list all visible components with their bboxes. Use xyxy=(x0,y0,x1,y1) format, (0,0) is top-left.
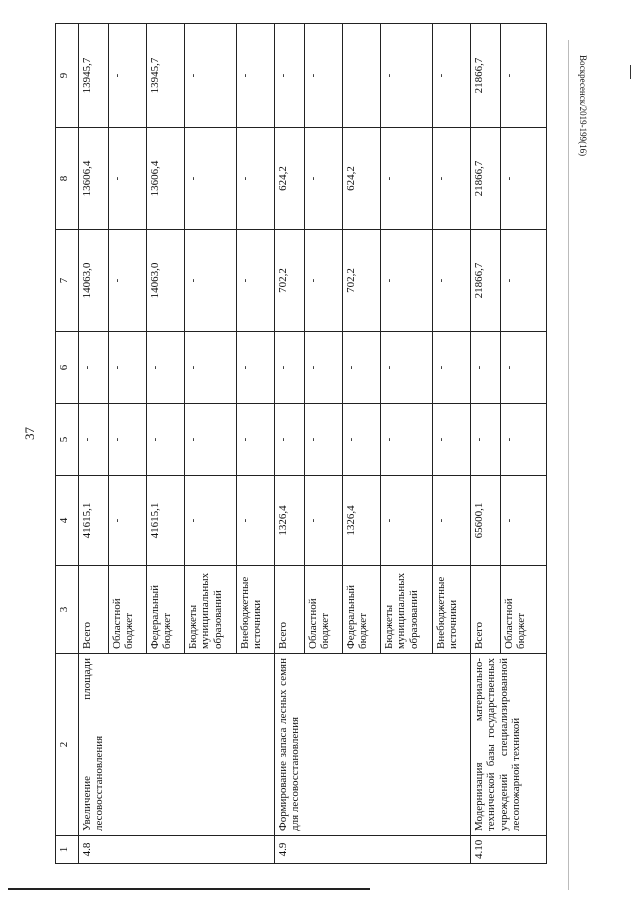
amount-cell: - xyxy=(109,24,147,128)
amount-cell: - xyxy=(147,332,185,404)
amount-cell: - xyxy=(501,24,547,128)
funding-source: Внебюджетные источники xyxy=(237,566,275,654)
header-row xyxy=(56,24,79,864)
amount-cell: 624,2 xyxy=(275,128,305,230)
amount-cell: 624,2 xyxy=(343,128,381,230)
funding-source: Всего xyxy=(471,566,501,654)
amount-cell: - xyxy=(185,24,237,128)
amount-cell: - xyxy=(185,404,237,476)
header-cell: 8 xyxy=(56,128,79,230)
amount-cell: 14063,0 xyxy=(147,230,185,332)
measure-name: Формирование запаса лесных семян для лесовосстановления xyxy=(275,654,471,836)
funding-source: Всего xyxy=(79,566,109,654)
right-margin-line xyxy=(568,40,569,890)
measure-name: Увеличение площади лесовосстановления xyxy=(79,654,275,836)
amount-cell: - xyxy=(381,332,433,404)
amount-cell: 13945,7 xyxy=(79,24,109,128)
amount-cell: - xyxy=(305,24,343,128)
amount-cell: - xyxy=(109,476,147,566)
budget-table-wrapper xyxy=(55,24,555,864)
amount-cell: 1326,4 xyxy=(275,476,305,566)
amount-cell: - xyxy=(237,404,275,476)
funding-source: Областной бюджет xyxy=(109,566,147,654)
amount-cell: 702,2 xyxy=(275,230,305,332)
header-cell: 7 xyxy=(56,230,79,332)
amount-cell: - xyxy=(381,476,433,566)
table-row xyxy=(275,24,305,864)
amount-cell: - xyxy=(433,404,471,476)
amount-cell: - xyxy=(381,24,433,128)
amount-cell: - xyxy=(471,404,501,476)
amount-cell: - xyxy=(275,24,305,128)
document-code: Воскресенск/2019-199(16) xyxy=(578,55,588,157)
funding-source: Федеральный бюджет xyxy=(343,566,381,654)
amount-cell: - xyxy=(237,128,275,230)
amount-cell: - xyxy=(185,332,237,404)
amount-cell: 13606,4 xyxy=(147,128,185,230)
amount-cell: - xyxy=(381,128,433,230)
amount-cell: - xyxy=(185,476,237,566)
amount-cell: - xyxy=(305,476,343,566)
amount-cell: 21866,7 xyxy=(471,24,501,128)
funding-source: Областной бюджет xyxy=(305,566,343,654)
funding-source: Федеральный бюджет xyxy=(147,566,185,654)
page-number: 37 xyxy=(22,427,37,440)
header-cell: 2 xyxy=(56,654,79,836)
amount-cell: - xyxy=(305,128,343,230)
amount-cell: - xyxy=(79,404,109,476)
amount-cell: - xyxy=(501,128,547,230)
table-body xyxy=(79,24,547,864)
amount-cell: - xyxy=(501,332,547,404)
amount-cell: - xyxy=(237,24,275,128)
amount-cell: - xyxy=(275,332,305,404)
amount-cell: - xyxy=(147,404,185,476)
header-cell: 1 xyxy=(56,836,79,864)
measure-code: 4.8 xyxy=(79,836,275,864)
amount-cell: 1326,4 xyxy=(343,476,381,566)
amount-cell: 41615,1 xyxy=(147,476,185,566)
amount-cell: - xyxy=(185,230,237,332)
amount-cell: - xyxy=(237,332,275,404)
margin-mark xyxy=(630,65,631,79)
amount-cell: - xyxy=(109,404,147,476)
header-cell: 5 xyxy=(56,404,79,476)
bottom-rule xyxy=(8,888,370,890)
funding-source: Всего xyxy=(275,566,305,654)
budget-table xyxy=(55,23,547,864)
amount-cell: - xyxy=(185,128,237,230)
amount-cell: - xyxy=(501,476,547,566)
header-cell: 6 xyxy=(56,332,79,404)
funding-source: Внебюджетные источники xyxy=(433,566,471,654)
amount-cell: 21866,7 xyxy=(471,230,501,332)
amount-cell: - xyxy=(433,128,471,230)
header-cell: 4 xyxy=(56,476,79,566)
amount-cell: 14063,0 xyxy=(79,230,109,332)
header-cell: 9 xyxy=(56,24,79,128)
amount-cell: - xyxy=(109,128,147,230)
amount-cell xyxy=(343,24,381,128)
amount-cell: - xyxy=(79,332,109,404)
amount-cell: 41615,1 xyxy=(79,476,109,566)
amount-cell: 21866,7 xyxy=(471,128,501,230)
amount-cell: - xyxy=(237,476,275,566)
header-cell: 3 xyxy=(56,566,79,654)
funding-source: Бюджеты муниципальных образований xyxy=(381,566,433,654)
amount-cell: - xyxy=(433,230,471,332)
amount-cell: - xyxy=(343,404,381,476)
amount-cell: - xyxy=(433,332,471,404)
amount-cell: - xyxy=(381,230,433,332)
amount-cell: 702,2 xyxy=(343,230,381,332)
measure-code: 4.9 xyxy=(275,836,471,864)
funding-source: Бюджеты муниципальных образований xyxy=(185,566,237,654)
amount-cell: 13606,4 xyxy=(79,128,109,230)
measure-name: Модернизация материально-технической базы государственных учреждений специализированной лесопожарной техникой xyxy=(471,654,547,836)
amount-cell: - xyxy=(305,404,343,476)
amount-cell: - xyxy=(109,230,147,332)
measure-code: 4.10 xyxy=(471,836,547,864)
amount-cell: - xyxy=(433,476,471,566)
amount-cell: - xyxy=(501,230,547,332)
table-row xyxy=(79,24,109,864)
table-row xyxy=(471,24,501,864)
amount-cell: - xyxy=(305,230,343,332)
amount-cell: - xyxy=(381,404,433,476)
amount-cell: 13945,7 xyxy=(147,24,185,128)
amount-cell: - xyxy=(343,332,381,404)
amount-cell: - xyxy=(433,24,471,128)
amount-cell: - xyxy=(109,332,147,404)
amount-cell: - xyxy=(237,230,275,332)
amount-cell: 65600,1 xyxy=(471,476,501,566)
amount-cell: - xyxy=(501,404,547,476)
amount-cell: - xyxy=(275,404,305,476)
amount-cell: - xyxy=(471,332,501,404)
amount-cell: - xyxy=(305,332,343,404)
funding-source: Областной бюджет xyxy=(501,566,547,654)
